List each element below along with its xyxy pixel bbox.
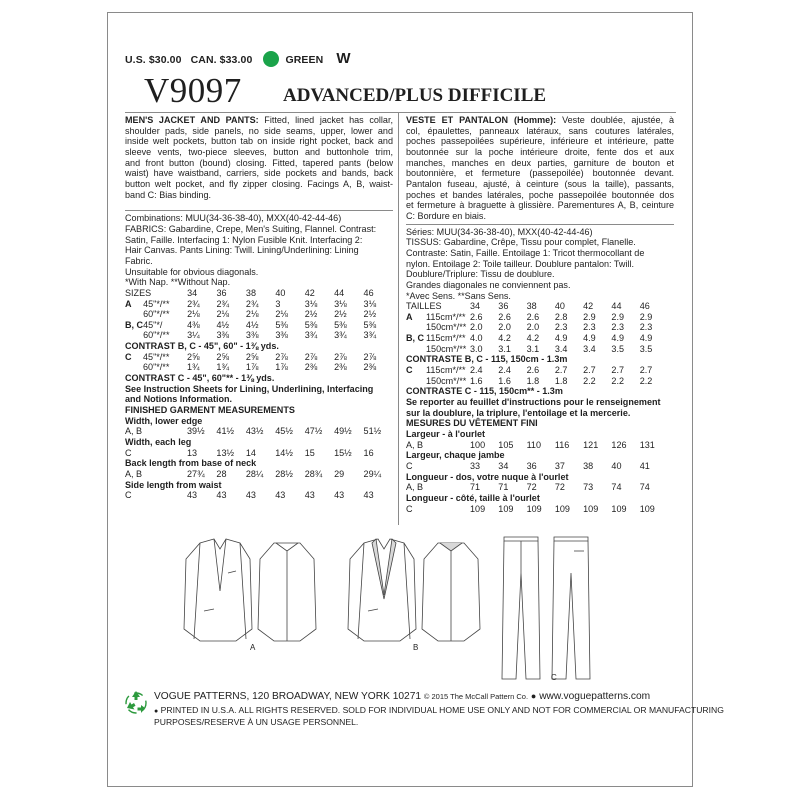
table-row [125, 299, 393, 310]
view-cell: B, C [125, 319, 144, 330]
yardage-cell: 2¾ [245, 298, 259, 309]
yardage-cell: 3.0 [470, 343, 483, 354]
yardage-cell: 2⅞ [363, 351, 377, 362]
measure-cell: 100 [470, 439, 486, 450]
view-label-c: C [551, 673, 557, 682]
table-row [406, 344, 668, 355]
french-see-instructions: Se reporter au feuillet d'instructions pour le renseignement sur la doublure, la triplure, l'entoilage et la mercerie. [406, 397, 661, 418]
english-yardage-table [125, 288, 393, 341]
yardage-cell: 2.2 [611, 375, 624, 386]
yardage-cell: 2.4 [498, 365, 511, 376]
yardage-cell: 4.0 [470, 333, 483, 344]
yardage-cell: 3⅜ [216, 330, 230, 341]
sizes-header-row [125, 288, 393, 299]
size-header: 34 [187, 287, 198, 298]
yardage-cell: 3⅛ [304, 298, 318, 309]
table-row [406, 333, 668, 344]
size-code: W [336, 50, 351, 67]
table-row [406, 482, 668, 493]
yardage-cell: 4.9 [639, 333, 653, 344]
yardage-cell: 2.7 [554, 365, 568, 376]
measure-cell: 38 [583, 461, 594, 471]
measure-cell: 28¾ [304, 469, 323, 479]
price-line [125, 50, 357, 67]
size-header: 34 [470, 301, 481, 312]
measure-cell: 41 [639, 461, 650, 471]
table-row [125, 448, 393, 459]
view-cell: C [406, 461, 413, 471]
yardage-cell: 4.9 [611, 333, 624, 344]
view-cell: C [125, 447, 132, 458]
sizes-header-row [406, 301, 668, 312]
table-row [406, 440, 668, 451]
yardage-cell: 2.6 [526, 311, 540, 322]
size-header: 36 [498, 301, 509, 312]
table-row [406, 376, 668, 387]
difficulty-level: ADVANCED/PLUS DIFFICILE [283, 85, 547, 106]
view-cell: C [125, 351, 132, 362]
yardage-cell: 3¾ [304, 330, 318, 341]
color-dot-icon [263, 51, 279, 67]
french-yardage-table [406, 301, 668, 354]
yardage-cell: 2½ [363, 309, 377, 320]
measure-cell: 109 [498, 503, 514, 514]
french-unsuitable: Grandes diagonales ne conviennent pas. [406, 279, 571, 290]
yardage-cell: 2¾ [187, 298, 200, 309]
price-us: U.S. $30.00 [125, 54, 182, 66]
measure-cell: 109 [526, 503, 542, 514]
sizes-label: SIZES [125, 287, 152, 298]
measure-cell: 109 [611, 503, 627, 514]
fabric-width-cell: 60"*/** [143, 362, 170, 373]
pattern-envelope-back [107, 12, 724, 787]
yardage-cell: 2⅛ [275, 309, 288, 320]
fabric-width-cell: 115cm*/** [426, 311, 466, 322]
measure-cell: 43 [363, 490, 374, 501]
measure-cell: 116 [554, 439, 570, 450]
yardage-cell: 3⅛ [363, 298, 377, 309]
yardage-cell: 2.2 [639, 375, 653, 386]
view-cell: A, B [406, 439, 424, 450]
yardage-cell: 4.2 [526, 333, 540, 344]
view-cell: C [406, 503, 413, 514]
english-description: MEN'S JACKET AND PANTS: Fitted, lined jacket has collar, shoulder pads, side panels, no side seams, upper, lower and inside welt pockets, button tab on inside right pocket, back and sleeve vents, two-piece sleeves, button and buttonhole trim, and front button (bound) closing. Fitted, tapered pants (below waist) have waistband, carriers, side pockets and bands, back button welt pocket, and fly zipper closing. Facings A, B, waist- band C: Bias binding. [125, 115, 393, 200]
french-fabrics: TISSUS: Gabardine, Crêpe, Tissu pour complet, Flanelle. Contraste: Satin, Faille. Entoilage 1: Tricot thermocollant de nylon. Entoilage 2: Toile tailleur. Doublure pantalon: Twill. Doublure/Triplure: Tissu de doublure. [406, 237, 645, 280]
french-description: VESTE ET PANTALON (Homme): Veste doublée, ajustée, à col, épaulettes, panneaux latéraux, sans coutures latérales, poches passepoilées supérieure, inférieure et intérieure, patte boutonnée sur la poche intérieure droite, fente dos et aux manches, manches en deux parties, garniture de bouton et boutonnière, et fermeture (passepoilée) boutonnée devant. Pantalon fuseau, ajusté, à ceinture (sous la taille), passants, poches et bandes latérales, poche passepoilée boutonnée dos et fermeture à braguette à glissière. Parementures A, B, ceinture C: Bordure en biais. [406, 115, 674, 221]
view-cell [125, 362, 143, 373]
english-yardage-table-c [125, 352, 393, 373]
yardage-cell: 2.3 [583, 322, 596, 333]
measure-cell: 71 [498, 482, 509, 493]
fabric-width-cell: 150cm*/** [426, 343, 467, 354]
yardage-cell: 3.5 [611, 343, 624, 354]
english-nap-note: *With Nap. **Without Nap. [125, 277, 231, 288]
english-contrast-c: CONTRAST C - 45", 60"** - 1⅜ yds. [125, 373, 275, 384]
measure-label-row [125, 458, 393, 469]
measure-cell: 36 [526, 461, 537, 471]
fabric-width-cell: 60"*/** [143, 330, 170, 341]
english-contrast-bc: CONTRAST B, C - 45", 60" - 1⅜ yds. [125, 341, 279, 352]
yardage-cell: 2⅛ [216, 309, 230, 320]
french-yardage-table-c [406, 365, 668, 386]
yardage-cell: 3¾ [334, 330, 347, 341]
measure-label-row [406, 493, 668, 504]
fabric-width-cell: 150cm*/** [426, 375, 467, 386]
measure-cell: 28 [216, 469, 227, 479]
measure-cell: 27¾ [187, 469, 205, 479]
view-cell [125, 330, 143, 341]
bullet-icon: ● [154, 708, 159, 715]
yardage-cell: 2.3 [554, 322, 568, 333]
yardage-cell: 3⅛ [334, 298, 347, 309]
english-unsuitable: Unsuitable for obvious diagonals. [125, 266, 259, 277]
yardage-cell: 3.4 [583, 343, 596, 354]
yardage-cell: 1⅞ [275, 362, 288, 373]
measure-label-row [406, 472, 668, 483]
column-divider [398, 113, 399, 525]
measure-cell: 74 [611, 482, 622, 493]
size-header: 36 [216, 287, 227, 298]
yardage-cell: 2⅝ [187, 351, 200, 362]
table-row [125, 309, 393, 320]
size-header: 38 [526, 301, 537, 312]
measure-cell: 72 [554, 482, 565, 493]
measure-label-row [125, 480, 393, 491]
measure-cell: 15½ [334, 447, 352, 458]
yardage-cell: 2⅞ [275, 351, 288, 362]
yardage-cell: 5⅜ [275, 319, 288, 330]
english-see-instructions: See Instruction Sheets for Lining, Underlining, Interfacing and Notions Information. [125, 383, 374, 405]
fabric-width-cell: 45"*/** [143, 298, 170, 309]
measure-cell: 45½ [275, 426, 293, 437]
view-cell: C [125, 490, 132, 501]
table-row [406, 312, 668, 323]
view-cell [125, 309, 143, 320]
yardage-cell: 3.4 [554, 343, 568, 354]
view-label-b: B [413, 643, 419, 652]
yardage-cell: 5⅜ [363, 319, 377, 330]
measure-cell: 16 [363, 447, 374, 458]
french-column [406, 115, 674, 514]
yardage-cell: 2.7 [639, 365, 653, 376]
measure-cell: 109 [583, 503, 599, 514]
french-contrast-bc: CONTRASTE B, C - 115, 150cm - 1.3m [406, 354, 568, 365]
yardage-cell: 4.2 [498, 333, 511, 344]
measure-cell: 51½ [363, 426, 382, 437]
fabric-width-cell: 60"*/** [143, 309, 170, 320]
price-can: CAN. $33.00 [190, 54, 253, 66]
publisher-address: VOGUE PATTERNS, 120 BROADWAY, NEW YORK 10271 [154, 691, 422, 702]
french-divider [406, 224, 674, 225]
french-contrast-c: CONTRASTE C - 115, 150cm** - 1.3m [406, 386, 563, 397]
view-cell: A [406, 311, 413, 322]
measure-cell: 126 [611, 439, 627, 450]
measure-cell: 110 [526, 439, 541, 450]
measure-cell: 43 [216, 490, 227, 501]
english-divider [125, 210, 393, 211]
yardage-cell: 3.5 [639, 343, 653, 354]
yardage-cell: 2.3 [611, 322, 624, 333]
measure-cell: 72 [526, 482, 537, 493]
yardage-cell: 4½ [216, 319, 230, 330]
yardage-cell: 2⅝ [245, 351, 259, 362]
measure-cell: 13 [187, 447, 198, 458]
measure-label: Side length from waist [125, 479, 222, 490]
measure-cell: 33 [470, 461, 481, 471]
measure-label: Largeur, chaque jambe [406, 450, 505, 461]
yardage-cell: 2⅛ [187, 309, 200, 320]
measure-label: Width, lower edge [125, 415, 203, 426]
yardage-cell: 1.8 [526, 375, 540, 386]
yardage-cell: 2.8 [554, 311, 568, 322]
fabric-width-cell: 150cm*/** [426, 322, 467, 333]
size-header: 46 [639, 301, 650, 312]
measure-label-row [125, 437, 393, 448]
jacket-b-illustration [344, 529, 494, 655]
yardage-cell: 2.9 [611, 311, 624, 322]
measure-cell: 14½ [275, 447, 293, 458]
table-row [406, 504, 668, 515]
table-row [125, 490, 393, 501]
yardage-cell: 2.0 [498, 322, 511, 333]
yardage-cell: 5⅜ [304, 319, 318, 330]
pattern-number: V9097 [144, 71, 242, 110]
yardage-cell: 2.7 [611, 365, 624, 376]
yardage-cell: 2½ [334, 309, 347, 320]
english-combinations: Combinations: MUU(34-36-38-40), MXX(40-42-44-46) [125, 213, 342, 224]
measure-label-row [406, 450, 668, 461]
bullet-icon: ● [530, 691, 537, 701]
measure-cell: 14 [245, 447, 256, 458]
header-divider [125, 112, 676, 113]
website-link[interactable]: www.voguepatterns.com [539, 691, 651, 702]
measure-cell: 29¼ [363, 469, 382, 479]
view-label-a: A [250, 643, 256, 652]
fabric-width-cell: 45"*/** [143, 351, 170, 362]
measure-label: Largeur - à l'ourlet [406, 429, 486, 440]
measure-label-row [125, 416, 393, 427]
footer-legal: ● PRINTED IN U.S.A. ALL RIGHTS RESERVED. SOLD FOR INDIVIDUAL HOME USE ONLY AND NOT FOR COMMERCIAL OR MANUFACTURING PURPOSES/RESERVE À UN USAGE PERSONNEL. [154, 705, 724, 727]
yardage-cell: 2.3 [639, 322, 653, 333]
yardage-cell: 2⅜ [363, 362, 377, 373]
english-measurements-table [125, 416, 393, 501]
yardage-cell: 1.6 [470, 375, 483, 386]
yardage-cell: 4½ [245, 319, 259, 330]
measure-cell: 109 [470, 503, 486, 514]
measure-label: Back length from base of neck [125, 458, 257, 469]
size-header: 44 [611, 301, 622, 312]
yardage-cell: 2.6 [470, 311, 483, 322]
view-cell: A, B [406, 482, 424, 493]
english-finished-title: FINISHED GARMENT MEASUREMENTS [125, 405, 295, 416]
view-cell: A [125, 298, 132, 309]
jacket-a-illustration [180, 529, 330, 655]
french-finished-title: MESURES DU VÊTEMENT FINI [406, 418, 538, 429]
fabric-width-cell: 115cm*/** [426, 333, 466, 344]
measure-cell: 105 [498, 439, 514, 450]
yardage-cell: 1¾ [216, 362, 229, 373]
yardage-cell: 4.9 [583, 333, 596, 344]
yardage-cell: 4.9 [554, 333, 568, 344]
yardage-cell: 2.2 [583, 375, 596, 386]
view-cell [406, 376, 426, 387]
view-cell: A, B [125, 469, 143, 479]
yardage-cell: 2.0 [470, 322, 483, 333]
yardage-cell: 3⅜ [245, 330, 259, 341]
yardage-cell: 2⅞ [334, 351, 347, 362]
measure-cell: 43 [304, 490, 315, 501]
view-cell [406, 344, 426, 355]
measure-cell: 28½ [275, 469, 293, 479]
yardage-cell: 1¾ [187, 362, 200, 373]
color-name: GREEN [285, 54, 324, 66]
size-header: 46 [363, 287, 374, 298]
view-cell: A, B [125, 426, 143, 437]
table-row [125, 426, 393, 437]
measure-cell: 15 [304, 447, 315, 458]
yardage-cell: 3.1 [498, 343, 511, 354]
measure-cell: 121 [583, 439, 599, 450]
table-row [406, 365, 668, 376]
english-fabrics: FABRICS: Gabardine, Crepe, Men's Suiting, Flannel. Contrast: Satin, Faille. Interfacing 1: Nylon Fusible Knit. Interfacing 2: Hair Canvas. Pants Lining: Twill. Lining/Underlining: Lining Fabric. [125, 223, 377, 266]
yardage-cell: 3¼ [187, 330, 200, 341]
yardage-cell: 2.6 [498, 311, 511, 322]
yardage-cell: 5⅜ [334, 319, 347, 330]
view-cell [406, 322, 426, 333]
measure-label: Longueur - côté, taille à l'ourlet [406, 492, 540, 503]
size-header: 40 [554, 301, 565, 312]
pants-c-illustration [500, 529, 596, 683]
french-measurements-table [406, 429, 668, 514]
yardage-cell: 2⅜ [304, 362, 318, 373]
measure-cell: 131 [639, 439, 655, 450]
yardage-cell: 2¾ [216, 298, 230, 309]
measure-cell: 34 [498, 461, 509, 471]
yardage-cell: 2.0 [526, 322, 540, 333]
table-row [406, 461, 668, 472]
table-row [406, 322, 668, 333]
yardage-cell: 2.4 [470, 365, 483, 376]
measure-cell: 13½ [216, 447, 235, 458]
sizes-label: TAILLES [406, 301, 442, 312]
measure-cell: 41½ [216, 426, 235, 437]
measure-cell: 49½ [334, 426, 352, 437]
measure-cell: 28¼ [245, 469, 264, 479]
measure-cell: 43 [334, 490, 345, 501]
measure-cell: 74 [639, 482, 650, 493]
measure-label: Width, each leg [125, 437, 192, 448]
measure-label: Longueur - dos, votre nuque à l'ourlet [406, 471, 569, 482]
yardage-cell: 2⅝ [216, 351, 229, 362]
yardage-cell: 2.9 [583, 311, 596, 322]
table-row [125, 320, 393, 331]
yardage-cell: 2.7 [583, 365, 596, 376]
size-header: 42 [583, 301, 594, 312]
fabric-width-cell: 115cm*/** [426, 365, 466, 376]
size-header: 38 [245, 287, 256, 298]
table-row [125, 362, 393, 373]
measure-cell: 109 [639, 503, 655, 514]
view-cell: B, C [406, 333, 425, 344]
measure-cell: 40 [611, 461, 622, 471]
yardage-cell: 3¾ [363, 330, 377, 341]
size-header: 42 [304, 287, 315, 298]
measure-cell: 29 [334, 469, 345, 479]
measure-cell: 43 [245, 490, 256, 501]
measure-cell: 43 [275, 490, 286, 501]
recycle-icon [123, 689, 149, 720]
measure-cell: 47½ [304, 426, 323, 437]
yardage-cell: 4⅜ [187, 319, 200, 330]
yardage-cell: 3 [275, 298, 281, 309]
yardage-cell: 2.9 [639, 311, 653, 322]
table-row [125, 330, 393, 341]
yardage-cell: 2⅞ [304, 351, 318, 362]
yardage-cell: 2⅛ [245, 309, 259, 320]
measure-cell: 71 [470, 482, 481, 493]
measure-label-row [406, 429, 668, 440]
measure-cell: 73 [583, 482, 594, 493]
view-cell: C [406, 365, 413, 376]
footer-address-line [154, 691, 689, 702]
table-row [125, 469, 393, 480]
measure-cell: 37 [554, 461, 565, 471]
measure-cell: 43½ [245, 426, 264, 437]
measure-cell: 39½ [187, 426, 205, 437]
english-column [125, 115, 393, 501]
yardage-cell: 3⅜ [275, 330, 288, 341]
copyright: © 2015 The McCall Pattern Co. [423, 692, 529, 701]
yardage-cell: 1.6 [498, 375, 511, 386]
yardage-cell: 2.6 [526, 365, 540, 376]
size-header: 40 [275, 287, 286, 298]
table-row [125, 352, 393, 363]
measure-cell: 109 [554, 503, 570, 514]
french-nap-note: *Avec Sens. **Sans Sens. [406, 290, 511, 301]
yardage-cell: 3.1 [526, 343, 540, 354]
yardage-cell: 2⅜ [334, 362, 347, 373]
size-header: 44 [334, 287, 345, 298]
yardage-cell: 2½ [304, 309, 318, 320]
yardage-cell: 1.8 [554, 375, 568, 386]
french-combinations: Séries: MUU(34-36-38-40), MXX(40-42-44-46) [406, 226, 593, 237]
fabric-width-cell: 45"*/ [143, 319, 163, 330]
measure-cell: 43 [187, 490, 198, 501]
yardage-cell: 1⅞ [245, 362, 259, 373]
